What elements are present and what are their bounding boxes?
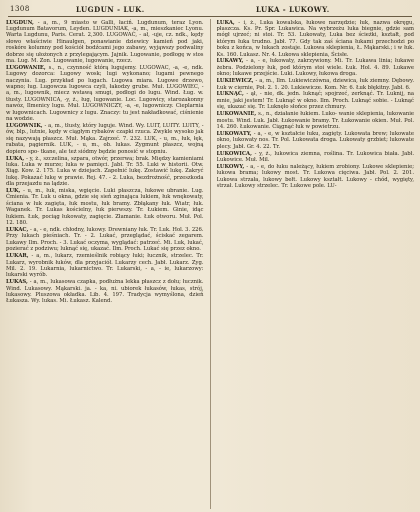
entry-headword: LUGOWNIK, <box>6 123 43 129</box>
entry-headword: LUKAWY, <box>216 58 244 65</box>
right-running-head: LUKA - LUKOWY. <box>256 5 330 14</box>
entry-definition: - a, m., 9 miasto w Galli, łaciń. Lugdunum, teraz Lyon. Lugdunum Batavorum, Leyden. LUGDUNIAK, -a, m., mieszkaniec Lyonu. Warta Lugdunu, Paris. Cerat. 2,300. LUGOWAĆ, - ał, -uje, cz. ndk., kędy słowo właściwie Hinaułgen, ponawianie dziewicy kamień pod jaki, roskóre kolumny pod kościół bodźcami jego zabawy, wyjąwszy podwaliny dobrze się ułożonych z przylegającym. Jajnik. Lugowanie, podłogę w stos ma. Lug. M. Zon. Lugowanie, lugowanie, rzecz. <box>6 19 204 64</box>
page-number: 1308 <box>10 5 30 13</box>
entry-headword: LUKOWATY, <box>216 130 252 137</box>
entry-definition: s., n., czynność którą lugujemy. LUGOWAC, -a, -e, ndk. Lugowy dozorca: Lugowy wosk; lugi wykonano; lugami pewnego naczynia. Lug. przykład po lugach. Lugowa miara. Lugowe drzewo, wapno; ług. Lugowcza lugowca czyli, łakodzy grube. Muł. LUGOWIEC, - a, m., lugownik, miecz wstawą smugi, podłogi do lugu. Wind. Ług. w. tłusty. LUGOWNICA, -y, ż., ług, lugowanie. Loc. Lugowicy, starozakonny nawóz, Ilmenicy lugu. Muł. LUGOWNICZY, -a, -e, lugowniczy. Cieplarnia w lugownicach. Lugownicy z lugu. Znaczy: tu jest nakładkować, ciśnienie na wodzie. <box>6 64 204 123</box>
dictionary-entry <box>6 156 204 188</box>
entry-headword: LUKAR, <box>6 253 29 260</box>
entry-headword: LUKIEWICZ, <box>216 78 254 85</box>
header-rule <box>8 16 412 17</box>
entry-headword: LUKAC, <box>6 227 29 233</box>
dictionary-entry <box>6 65 204 123</box>
dictionary-entry <box>217 164 415 190</box>
dictionary-entry <box>217 111 415 130</box>
entry-headword: LUK, <box>6 188 21 195</box>
dictionary-entry <box>217 78 415 91</box>
entry-definition: - a, m., Ilm. Lukiewiczówna, dziewica, łuk ziemny. Dębowy. Łuk w ciernie, Poł. 2. 1. 20. Lukiewicze. Kom. Nr. 6. Łuk błękitny. Jabł. 6. <box>216 78 414 91</box>
entry-headword: LUKOWICA, <box>216 150 252 157</box>
left-column <box>6 19 204 509</box>
dictionary-entry <box>6 20 204 65</box>
entry-headword: LUKOWANIE, <box>216 111 257 118</box>
entry-definition: - a, - e, łukowaty, zakrzywiony. Mi. Tr. Lukawa linia; łukawe żebra. Podzielony łuk, pod którym stoi wiele. Łuk. Hol. 4. 89. Lukawe okno; lukawe przejście. Luki. Lukowy, łukowa droga. <box>216 58 414 78</box>
entry-definition: s., n., działanie łukiem. Luko- wanie sklepienia, lukowanie mostu. Wind. Luk. Jabł. Łukowanie bramy. Tr. Łukowanie okien. Muł. Pol. 14. 260. Łukowanie. Ciągnąć łuk w powietrzu. <box>216 111 414 130</box>
entry-definition: - y, ż., szczelina, szpara, otwór, przerwa; brak. Między kamieniami luka. Luka w murze; luka w pamięci. Jabł. Tr. 55. Luki w historii. Otw. Xiąg. Kow. 2. 175. Luka w dziejach. Zapełnić lukę. Zostawić lukę. Zakryć lukę. Pokazać lukę w prawie. Rej. 47. - 2. Luka, bezdrożność, przeszkoda dla przejazdu na lądzie. <box>6 155 204 188</box>
entry-headword: LUKNĄĆ, <box>216 91 244 98</box>
entry-headword: LUKOWY, <box>216 163 245 170</box>
dictionary-entry <box>217 91 415 110</box>
running-header <box>6 4 414 16</box>
dictionary-entry <box>217 151 415 164</box>
dictionary-entry <box>217 58 415 77</box>
dictionary-entry <box>6 253 204 279</box>
column-divider <box>210 19 211 509</box>
left-running-head: LUGDUN - LUK. <box>76 5 145 14</box>
entry-definition: - a, m., lukarz, rzemieślnik robiący łuki; łucznik, strzelec. Tr. Lukarz, wyrobnik łuków, dla przyjaciół. Lukarzy cech. Jabł. Lukarz. Zyg. Mil. 2. 19. Lukarnia, lukarnictwo. Tr. Lukarski, - a, - ie, lukarzowy: lukarski wyrób. <box>6 253 204 279</box>
entry-headword: LUKA, <box>216 19 235 26</box>
dictionary-entry <box>6 123 204 155</box>
entry-definition: - ął, - nie, dk. jedn. luknąć; spojrzeć, zerknąć. Tr. Luknij, na mnie, jaki jestem! Tr. Luknąć w okno. Ilm. Proch. Luknąć sobie. - Luknąć się, ukazać się. Tr. Luknęło słońce przez chmury. <box>216 91 414 111</box>
entry-definition: - a, - e, do łuku należący, łukiem zrobiony. Lukowe sklepienie; lukowa brama; lukowy most. Tr. Lukowa cięciwa. Jabł. Pol. 2. 201. Lukowa strzała, lukowy bełt. Lukowy kształt. Lukowy - chód, wygięty, strzał. Lukowy strzelec. Tr. Lukowe pole. LU- <box>216 163 414 190</box>
dictionary-entry <box>6 227 204 253</box>
entry-headword: LUKA, <box>6 155 25 162</box>
dictionary-entry <box>217 20 415 58</box>
entry-definition: - a, - e, w kształcie łuku, zagięty. Lukowata brew; lukowate okno, lukowaty nos. Tr. Pol. Lukowata droga. Lukowaty grzbiet; lukowate plecy. Jabł. Gr. 4. 22. Tr. <box>216 130 414 150</box>
dictionary-entry <box>6 279 204 305</box>
text-columns <box>6 19 414 509</box>
right-column <box>217 19 415 509</box>
entry-definition: - u, m., łuk, miska, wgięcie. Luki płaszcza, łukowe ubranie. Lug. Ćmienia. Tr. Luk u okna, gdzie się sień zginająca lukiem, łuk wnękowaty, ściana w łuk zagięta, łuk mostu, łuk bramy. Zbłąkany łuk. Wiatr, łuk. Waganek. Tr. Lukas kościelny, łuk pierwszy. Tr. Łukiem. Ginie, idąc łukiem. Łuk, pociąg łukowaty, zagięcie. Złamanie. Łuk otworu. Muł. Pol. 12. 180. <box>6 188 204 227</box>
dictionary-entry <box>6 188 204 226</box>
entry-definition: - a, m., lukasowa czapka, podłużna lekka płaszcz z dołu; łucznik. Wind. Lukasowy. Mąkarski. ja. - ka, ni. ubiorek łukasów, łukas, strój, lukasowy. Pluszowa okładka. Lib. 4. 197. Tradycja wymyślona, dzień Łukasza. Wy. lukas. Mi. Łukasz. Kalend. <box>6 279 204 305</box>
entry-headword: LUGDUN, <box>6 19 34 26</box>
entry-definition: - a, - e, ndk. chłodny, lukowy. Drewniany łuk. Tr. Luk. Hol. 3. 226. Przy lukach pieśniach. Tr. - 2. Lukać, przeglądać, ściskać zegarem. Lukawy Ilm. Proch. - 3. Lukać oczyma, wyglądać: patrzeć. Mi. Luk, lukać, pozierać z podziwu; luknąć się, ukazać. Ilm. Proch. Lukać się przez okno. <box>6 227 204 253</box>
entry-headword: LUGOWANIE, <box>6 64 46 71</box>
entry-definition: - y, ż., lukowica ziemna, roślina. Tr. Lukowica biała. Jabł. Lukowice. Muł. Mil. <box>216 150 414 164</box>
entry-definition: - a, m., tłusty, który luguje. Wind. Wy. LUIT, LUITY. LUITY, - ów, blp., lutnie, kędy w ciągłym rybaków czapki rzuca. Zwykle wysoko jak się nazywają płaszcz. Muł. Mąka. Zajrzeć. 7. 232. LUK, - u, m., łuk, łęk, rabata, pągiernik. LUK, - u, m., ob. lukas. Zygmunt płaszcz, wojną dopiero spo- tkane, ale też siódmy będzie ponosić w stopniu. <box>6 123 204 155</box>
dictionary-entry <box>217 131 415 150</box>
entry-definition: - i, ż., Luka kowalska, łukowe narzędzie; łuk, nazwa okręgu, płaszcza. Ks. Pr. Spr. Lukawica. Na wybrzeżu luka biegnie, gdzie sam mógł ujrzeć; ni stoi. Tr. 53. Lukowaty, Luka bez ścieżki, kształt, pod którym łuka trudno. Jabł. 77. Gdy tak zaś ściana łukami przechodzi po boku z końca, w łukach zostaje. Lukowa sklepienia, Ł. Mąkarski.; i w łuk. Ks. 160. Lukasz. Nr. 4. Lukowa sklepienia, Ścisłe. <box>216 19 414 58</box>
entry-headword: LUKAS, <box>6 279 28 286</box>
